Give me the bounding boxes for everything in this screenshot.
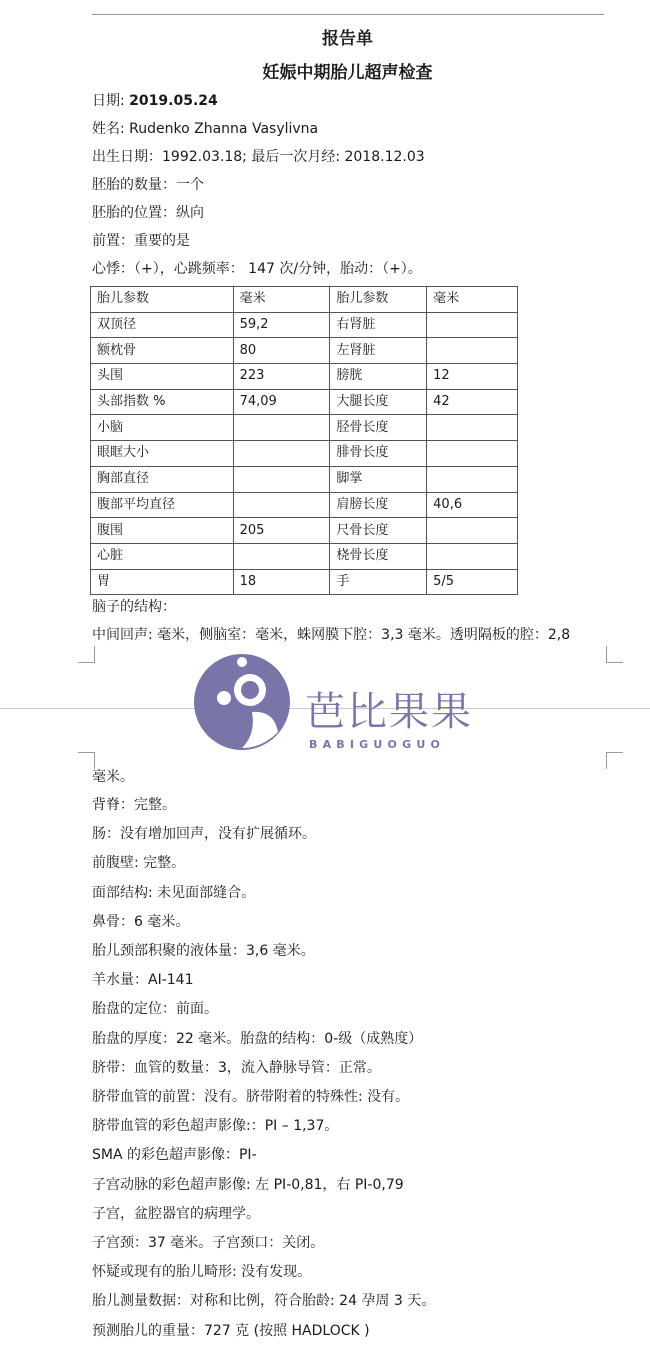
table-row <box>91 543 518 569</box>
table-cell <box>427 518 518 544</box>
finding-line: SMA 的彩色超声影像：PI- <box>92 1147 257 1164</box>
table-cell: 80 <box>233 338 330 364</box>
finding-line: 肠：没有增加回声，没有扩展循环。 <box>92 826 316 843</box>
table-cell: 59,2 <box>233 312 330 338</box>
date-line <box>92 92 218 110</box>
table-cell: 大腿长度 <box>330 389 427 415</box>
crop-mark <box>78 752 95 769</box>
date-value: 2019.05.24 <box>129 93 218 109</box>
table-cell: 左肾脏 <box>330 338 427 364</box>
table-cell: 桡骨长度 <box>330 543 427 569</box>
finding-line: 脐带血管的前置：没有。脐带附着的特殊性: 没有。 <box>92 1089 410 1105</box>
finding-line: 前腹壁: 完整。 <box>92 855 186 872</box>
table-cell: 肩膀长度 <box>330 492 427 518</box>
table-cell: 手 <box>330 569 427 595</box>
table-cell: 18 <box>233 569 330 595</box>
table-cell <box>233 466 330 492</box>
finding-line: 胎盘的定位：前面。 <box>92 1001 218 1018</box>
table-cell: 毫米 <box>427 287 518 313</box>
table-cell: 42 <box>427 389 518 415</box>
presentation: 前置：重要的是 <box>92 233 190 249</box>
table-cell: 胎儿参数 <box>330 287 427 313</box>
table-cell <box>427 466 518 492</box>
finding-line: 子宫颈：37 毫米。子宫颈口：关闭。 <box>92 1235 325 1251</box>
table-cell <box>427 312 518 338</box>
fetal-parameters-table <box>90 286 518 595</box>
table-cell: 74,09 <box>233 389 330 415</box>
table-cell: 5/5 <box>427 569 518 595</box>
report-title: 报告单 <box>322 29 373 49</box>
table-row <box>91 312 518 338</box>
table-cell <box>233 543 330 569</box>
table-cell: 223 <box>233 364 330 390</box>
table-cell: 小脑 <box>91 415 234 441</box>
finding-line: 脐带：血管的数量：3，流入静脉导管：正常。 <box>92 1059 381 1076</box>
finding-line: 羊水量：AI-141 <box>92 972 194 989</box>
finding-line: 背脊：完整。 <box>92 797 176 813</box>
finding-line: 子宫，盆腔器官的病理学。 <box>92 1205 260 1222</box>
table-row <box>91 466 518 492</box>
finding-line: 胎盘的厚度：22 毫米。胎盘的结构：0-级（成熟度） <box>92 1030 423 1047</box>
table-row <box>91 441 518 467</box>
crop-mark <box>606 752 623 769</box>
table-row <box>91 364 518 390</box>
table-cell <box>427 338 518 364</box>
table-cell: 胃 <box>91 569 234 595</box>
table-cell: 腹围 <box>91 518 234 544</box>
brain-structure-line: 中间回声: 毫米，侧脑室：毫米，蛛网膜下腔：3,3 毫米。透明隔板的腔：2,8 <box>92 627 571 643</box>
finding-line: 胎儿颈部积聚的液体量：3,6 毫米。 <box>92 943 315 959</box>
finding-line: 面部结构: 未见面部缝合。 <box>92 884 256 901</box>
table-header-row <box>91 287 518 313</box>
table-cell <box>427 543 518 569</box>
table-cell: 胎儿参数 <box>91 287 234 313</box>
table-cell: 腓骨长度 <box>330 441 427 467</box>
crop-mark <box>606 646 623 663</box>
table-cell: 额枕骨 <box>91 338 234 364</box>
babiguoguo-logo-icon <box>192 652 292 752</box>
table-cell: 心脏 <box>91 543 234 569</box>
table-cell: 205 <box>233 518 330 544</box>
table-cell: 毫米 <box>233 287 330 313</box>
table-cell <box>233 441 330 467</box>
table-cell: 头部指数 % <box>91 389 234 415</box>
brain-structure-title: 脑子的结构： <box>92 599 176 615</box>
embryo-position: 胚胎的位置：纵向 <box>92 205 204 221</box>
brain-structure-continuation: 毫米。 <box>92 769 134 785</box>
table-cell: 尺骨长度 <box>330 518 427 544</box>
birth-and-lmp: 出生日期：1992.03.18; 最后一次月经: 2018.12.03 <box>92 149 425 165</box>
table-cell: 脚掌 <box>330 466 427 492</box>
watermark-brand-cn: 芭比果果 <box>305 689 473 735</box>
crop-mark <box>78 646 95 663</box>
table-cell: 头围 <box>91 364 234 390</box>
table-cell <box>427 415 518 441</box>
finding-line: 怀疑或现有的胎儿畸形: 没有发现。 <box>92 1264 312 1281</box>
table-cell: 腹部平均直径 <box>91 492 234 518</box>
table-cell <box>233 415 330 441</box>
table-cell: 眼眶大小 <box>91 441 234 467</box>
table-row <box>91 415 518 441</box>
finding-line: 预测胎儿的重量：727 克 (按照 HADLOCK ) <box>92 1322 370 1339</box>
embryo-count: 胚胎的数量：一个 <box>92 177 204 193</box>
report-subtitle: 妊娠中期胎儿超声检查 <box>262 63 433 83</box>
finding-line: 子宫动脉的彩色超声影像: 左 PI-0,81，右 PI-0,79 <box>92 1176 404 1193</box>
table-cell <box>233 492 330 518</box>
table-cell <box>427 441 518 467</box>
finding-line: 脐带血管的彩色超声影像:：PI – 1,37。 <box>92 1118 339 1135</box>
patient-name: 姓名: Rudenko Zhanna Vasylivna <box>92 121 319 137</box>
table-row <box>91 389 518 415</box>
watermark-brand-en: BABIGUOGUO <box>309 738 445 751</box>
table-cell: 胸部直径 <box>91 466 234 492</box>
table-cell: 40,6 <box>427 492 518 518</box>
finding-line: 鼻骨：6 毫米。 <box>92 913 190 930</box>
heartbeat: 心悸：（+），心跳频率： 147 次/分钟，胎动：（+）。 <box>92 261 422 277</box>
table-row <box>91 518 518 544</box>
table-cell: 右肾脏 <box>330 312 427 338</box>
date-label: 日期: <box>92 93 130 109</box>
table-cell: 12 <box>427 364 518 390</box>
table-cell: 胫骨长度 <box>330 415 427 441</box>
table-cell: 双顶径 <box>91 312 234 338</box>
table-row <box>91 338 518 364</box>
finding-line: 胎儿测量数据：对称和比例，符合胎龄: 24 孕周 3 天。 <box>92 1293 436 1310</box>
table-cell: 膀胱 <box>330 364 427 390</box>
table-row <box>91 492 518 518</box>
top-rule <box>92 14 604 15</box>
table-row <box>91 569 518 595</box>
